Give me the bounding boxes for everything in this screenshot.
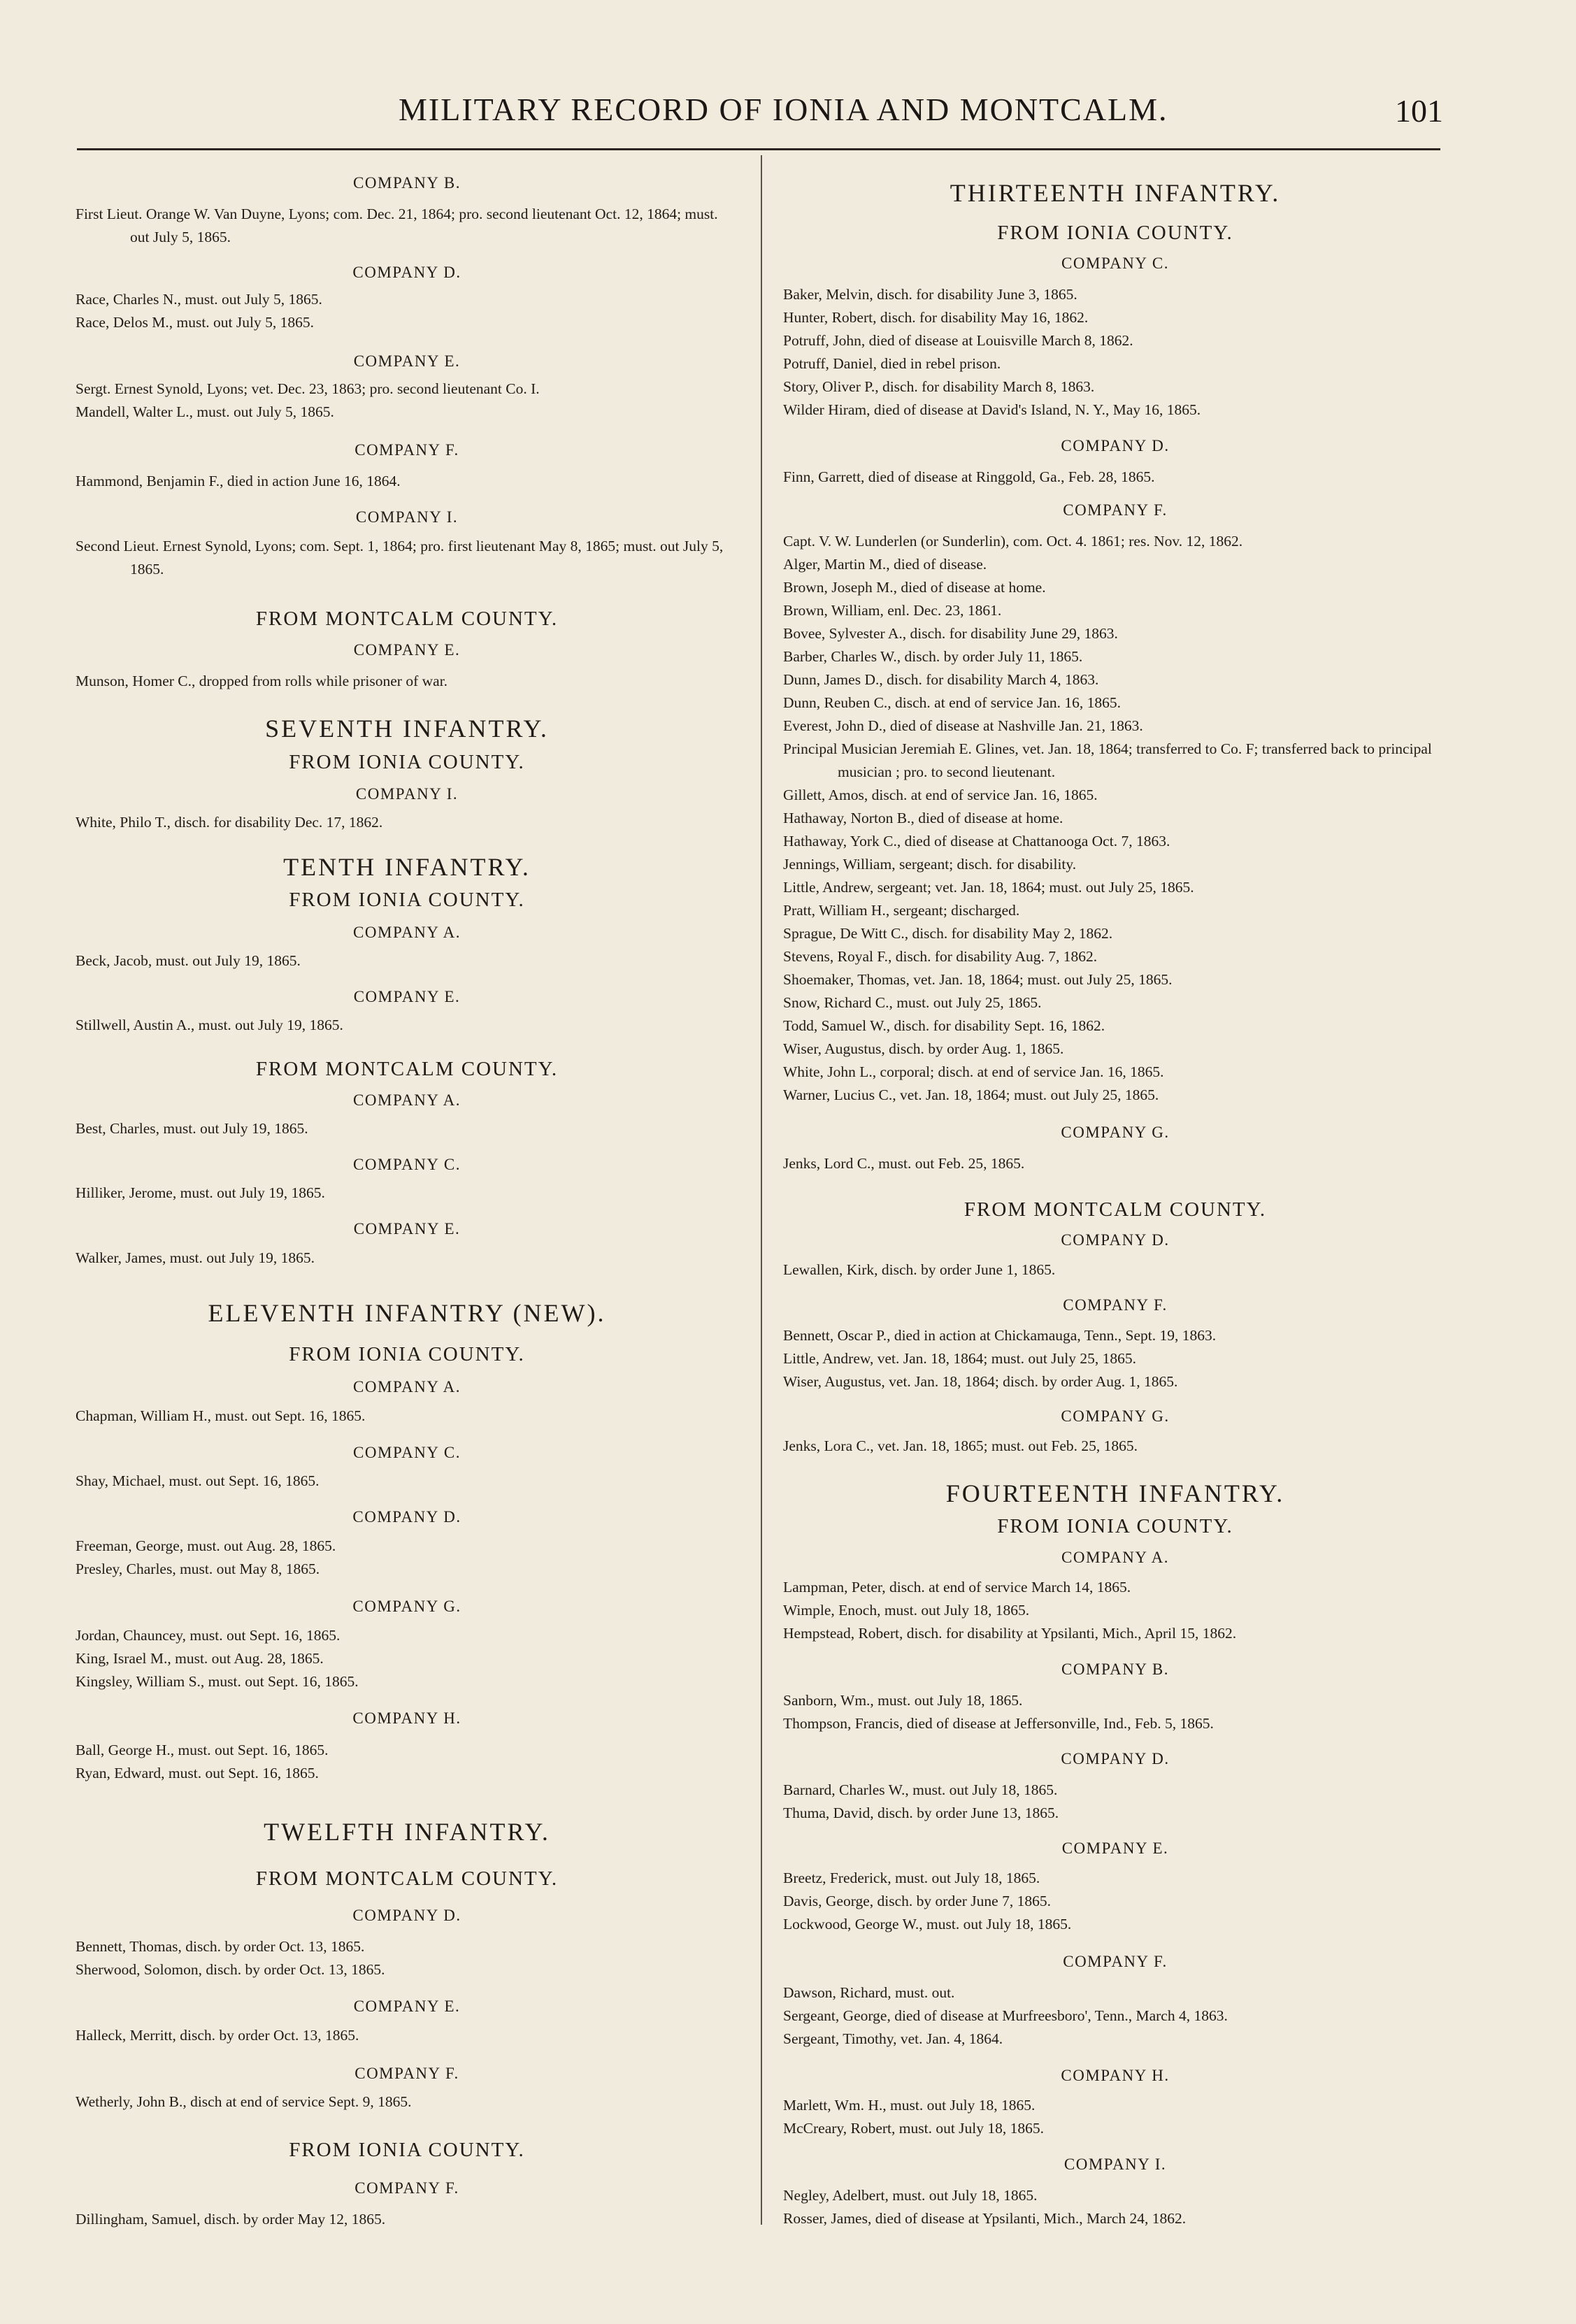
company-heading: COMPANY G.: [352, 1598, 461, 1615]
roster-entry: Wiser, Augustus, disch. by order Aug. 1, 1865.: [783, 1040, 1064, 1057]
roster-entry: Shay, Michael, must. out Sept. 16, 1865.: [76, 1472, 320, 1489]
roster-entry: Hunter, Robert, disch. for disability May 16, 1862.: [783, 309, 1089, 326]
roster-entry: Barnard, Charles W., must. out July 18, 1865.: [783, 1781, 1058, 1798]
roster-entry: Lockwood, George W., must. out July 18, 1865.: [783, 1916, 1072, 1932]
roster-entry: Breetz, Frederick, must. out July 18, 1865.: [783, 1870, 1040, 1886]
company-heading: COMPANY H.: [1061, 2067, 1170, 2084]
roster-entry: Dawson, Richard, must. out.: [783, 1984, 955, 2001]
company-heading: COMPANY F.: [354, 2179, 459, 2197]
county-heading: FROM IONIA COUNTY.: [289, 1343, 525, 1365]
roster-entry: Race, Charles N., must. out July 5, 1865.: [76, 291, 322, 308]
roster-entry: Jordan, Chauncey, must. out Sept. 16, 1865.: [76, 1627, 341, 1644]
roster-entry: Munson, Homer C., dropped from rolls while prisoner of war.: [76, 673, 448, 689]
roster-entry: Lewallen, Kirk, disch. by order June 1, 1865.: [783, 1261, 1056, 1278]
roster-entry: Principal Musician Jeremiah E. Glines, vet. Jan. 18, 1864; transferred to Co. F; transferred back to principal musician ; pro. to second lieutenant.: [783, 740, 1432, 780]
roster-entry: Presley, Charles, must. out May 8, 1865.: [76, 1561, 320, 1577]
county-heading: FROM MONTCALM COUNTY.: [963, 1198, 1267, 1221]
roster-entry: Lampman, Peter, disch. at end of service March 14, 1865.: [783, 1579, 1131, 1595]
company-heading: COMPANY I.: [355, 785, 459, 803]
roster-entry: Story, Oliver P., disch. for disability March 8, 1863.: [783, 378, 1095, 395]
regiment-heading: THIRTEENTH INFANTRY.: [950, 179, 1281, 207]
county-heading: FROM IONIA COUNTY.: [289, 889, 525, 911]
roster-entry: Hempstead, Robert, disch. for disability at Ypsilanti, Mich., April 15, 1862.: [783, 1625, 1237, 1642]
roster-entry: Negley, Adelbert, must. out July 18, 1865.: [783, 2187, 1038, 2204]
roster-entry: Sherwood, Solomon, disch. by order Oct. 13, 1865.: [76, 1961, 385, 1978]
roster-entry: Brown, Joseph M., died of disease at home.: [783, 579, 1046, 596]
company-heading: COMPANY A.: [353, 1378, 461, 1396]
roster-entry: Sergt. Ernest Synold, Lyons; vet. Dec. 23, 1863; pro. second lieutenant Co. I.: [76, 380, 540, 397]
company-heading: COMPANY G.: [1061, 1124, 1170, 1141]
roster-entry: Wimple, Enoch, must. out July 18, 1865.: [783, 1602, 1030, 1619]
company-heading: COMPANY H.: [352, 1709, 461, 1727]
county-heading: FROM MONTCALM COUNTY.: [255, 1867, 559, 1890]
company-heading: COMPANY F.: [1063, 501, 1168, 519]
roster-entry: Sergeant, George, died of disease at Murfreesboro', Tenn., March 4, 1863.: [783, 2007, 1228, 2024]
company-heading: COMPANY C.: [353, 1156, 461, 1173]
regiment-heading: FOURTEENTH INFANTRY.: [945, 1479, 1285, 1507]
regiment-heading: ELEVENTH INFANTRY (NEW).: [208, 1299, 606, 1327]
roster-entry: Best, Charles, must. out July 19, 1865.: [76, 1120, 308, 1137]
company-heading: COMPANY A.: [1061, 1549, 1169, 1566]
regiment-heading: TWELFTH INFANTRY.: [264, 1818, 550, 1846]
company-heading: COMPANY D.: [352, 1508, 461, 1526]
company-heading: COMPANY G.: [1061, 1407, 1170, 1425]
roster-entry: Sergeant, Timothy, vet. Jan. 4, 1864.: [783, 2030, 1003, 2047]
roster-entry: Little, Andrew, vet. Jan. 18, 1864; must. out July 25, 1865.: [783, 1350, 1137, 1367]
roster-entry: Stillwell, Austin A., must. out July 19, 1865.: [76, 1017, 343, 1033]
roster-entry: Hathaway, York C., died of disease at Chattanooga Oct. 7, 1863.: [783, 833, 1170, 849]
roster-entry: Finn, Garrett, died of disease at Ringgold, Ga., Feb. 28, 1865.: [783, 468, 1155, 485]
company-heading: COMPANY C.: [1061, 254, 1169, 272]
company-heading: COMPANY D.: [1061, 437, 1170, 454]
company-heading: COMPANY F.: [354, 2065, 459, 2082]
roster-entry: Kingsley, William S., must. out Sept. 16, 1865.: [76, 1673, 359, 1690]
roster-entry: Walker, James, must. out July 19, 1865.: [76, 1249, 315, 1266]
roster-entry: Bovee, Sylvester A., disch. for disability June 29, 1863.: [783, 625, 1118, 642]
roster-entry: Little, Andrew, sergeant; vet. Jan. 18, 1864; must. out July 25, 1865.: [783, 879, 1194, 896]
roster-entry: Brown, William, enl. Dec. 23, 1861.: [783, 602, 1002, 619]
roster-entry: Dillingham, Samuel, disch. by order May 12, 1865.: [76, 2211, 386, 2228]
column-divider: [761, 155, 762, 2225]
roster-entry: First Lieut. Orange W. Van Duyne, Lyons; com. Dec. 21, 1864; pro. second lieutenant Oct. 12, 1864; must. out July 5, 1865.: [76, 206, 718, 245]
county-heading: FROM MONTCALM COUNTY.: [255, 608, 559, 630]
company-heading: COMPANY A.: [353, 1091, 461, 1109]
company-heading: COMPANY F.: [1063, 1953, 1168, 1970]
roster-entry: Wiser, Augustus, vet. Jan. 18, 1864; disch. by order Aug. 1, 1865.: [783, 1373, 1178, 1390]
roster-entry: Jenks, Lord C., must. out Feb. 25, 1865.: [783, 1155, 1025, 1172]
roster-entry: Capt. V. W. Lunderlen (or Sunderlin), com. Oct. 4. 1861; res. Nov. 12, 1862.: [783, 533, 1243, 550]
company-heading: COMPANY D.: [352, 1907, 461, 1924]
roster-entry: Sanborn, Wm., must. out July 18, 1865.: [783, 1692, 1023, 1709]
running-title: MILITARY RECORD OF IONIA AND MONTCALM.: [399, 92, 1168, 127]
roster-entry: Chapman, William H., must. out Sept. 16, 1865.: [76, 1407, 366, 1424]
roster-entry: Beck, Jacob, must. out July 19, 1865.: [76, 952, 301, 969]
roster-entry: Gillett, Amos, disch. at end of service Jan. 16, 1865.: [783, 787, 1098, 803]
company-heading: COMPANY E.: [353, 988, 461, 1005]
roster-entry: Dunn, James D., disch. for disability March 4, 1863.: [783, 671, 1099, 688]
company-heading: COMPANY B.: [353, 174, 461, 192]
roster-entry: Ryan, Edward, must. out Sept. 16, 1865.: [76, 1765, 319, 1781]
roster-entry: White, John L., corporal; disch. at end of service Jan. 16, 1865.: [783, 1063, 1164, 1080]
roster-entry: Stevens, Royal F., disch. for disability Aug. 7, 1862.: [783, 948, 1098, 965]
roster-entry: Jenks, Lora C., vet. Jan. 18, 1865; must. out Feb. 25, 1865.: [783, 1437, 1138, 1454]
roster-entry: Baker, Melvin, disch. for disability June 3, 1865.: [783, 286, 1077, 303]
company-heading: COMPANY D.: [352, 264, 461, 281]
roster-entry: Bennett, Thomas, disch. by order Oct. 13, 1865.: [76, 1938, 365, 1955]
roster-entry: Jennings, William, sergeant; disch. for disability.: [783, 856, 1077, 873]
roster-entry: Alger, Martin M., died of disease.: [783, 556, 987, 573]
page-header: [0, 0, 1576, 154]
county-heading: FROM IONIA COUNTY.: [289, 751, 525, 773]
roster-entry: Barber, Charles W., disch. by order July 11, 1865.: [783, 648, 1083, 665]
roster-entry: Wetherly, John B., disch at end of service Sept. 9, 1865.: [76, 2093, 412, 2110]
roster-entry: Pratt, William H., sergeant; discharged.: [783, 902, 1020, 919]
roster-entry: Second Lieut. Ernest Synold, Lyons; com. Sept. 1, 1864; pro. first lieutenant May 8, 1865; must. out July 5, 1865.: [76, 538, 724, 578]
roster-entry: Marlett, Wm. H., must. out July 18, 1865.: [783, 2097, 1036, 2114]
page-number: 101: [1395, 93, 1443, 129]
roster-entry: Rosser, James, died of disease at Ypsilanti, Mich., March 24, 1862.: [783, 2210, 1187, 2227]
company-heading: COMPANY I.: [355, 508, 459, 526]
roster-entry: Dunn, Reuben C., disch. at end of service Jan. 16, 1865.: [783, 694, 1122, 711]
roster-entry: Thuma, David, disch. by order June 13, 1865.: [783, 1805, 1059, 1821]
roster-entry: Davis, George, disch. by order June 7, 1865.: [783, 1893, 1051, 1909]
county-heading: FROM IONIA COUNTY.: [997, 222, 1233, 244]
roster-entry: Shoemaker, Thomas, vet. Jan. 18, 1864; must. out July 25, 1865.: [783, 971, 1173, 988]
roster-entry: McCreary, Robert, must. out July 18, 1865.: [783, 2120, 1045, 2137]
company-heading: COMPANY D.: [1061, 1231, 1170, 1249]
company-heading: COMPANY A.: [353, 924, 461, 941]
roster-entry: Hilliker, Jerome, must. out July 19, 1865.: [76, 1184, 325, 1201]
company-heading: COMPANY B.: [1061, 1660, 1169, 1678]
regiment-heading: TENTH INFANTRY.: [283, 853, 531, 881]
county-heading: FROM IONIA COUNTY.: [289, 2139, 525, 2161]
roster-entry: King, Israel M., must. out Aug. 28, 1865.: [76, 1650, 324, 1667]
company-heading: COMPANY C.: [353, 1444, 461, 1461]
company-heading: COMPANY E.: [353, 1220, 461, 1238]
roster-entry: Potruff, John, died of disease at Louisville March 8, 1862.: [783, 332, 1133, 349]
company-heading: COMPANY E.: [1061, 1839, 1169, 1857]
regiment-heading: SEVENTH INFANTRY.: [265, 715, 549, 743]
roster-entry: Bennett, Oscar P., died in action at Chickamauga, Tenn., Sept. 19, 1863.: [783, 1327, 1217, 1344]
company-heading: COMPANY F.: [354, 441, 459, 459]
roster-entry: Hathaway, Norton B., died of disease at home.: [783, 810, 1063, 826]
company-heading: COMPANY F.: [1063, 1296, 1168, 1314]
roster-entry: Snow, Richard C., must. out July 25, 1865.: [783, 994, 1042, 1011]
roster-entry: Ball, George H., must. out Sept. 16, 1865.: [76, 1742, 329, 1758]
roster-entry: Everest, John D., died of disease at Nashville Jan. 21, 1863.: [783, 717, 1143, 734]
roster-entry: Potruff, Daniel, died in rebel prison.: [783, 355, 1001, 372]
company-heading: COMPANY E.: [353, 641, 461, 659]
roster-entry: Sprague, De Witt C., disch. for disability May 2, 1862.: [783, 925, 1113, 942]
company-heading: COMPANY I.: [1063, 2156, 1167, 2173]
roster-entry: Wilder Hiram, died of disease at David's Island, N. Y., May 16, 1865.: [783, 401, 1201, 418]
roster-entry: Hammond, Benjamin F., died in action June 16, 1864.: [76, 473, 401, 489]
company-heading: COMPANY E.: [353, 1997, 461, 2015]
roster-entry: Thompson, Francis, died of disease at Jeffersonville, Ind., Feb. 5, 1865.: [783, 1715, 1214, 1732]
roster-entry: Warner, Lucius C., vet. Jan. 18, 1864; must. out July 25, 1865.: [783, 1086, 1159, 1103]
company-heading: COMPANY D.: [1061, 1750, 1170, 1767]
header-rule: [77, 148, 1440, 150]
roster-entry: Race, Delos M., must. out July 5, 1865.: [76, 314, 314, 331]
roster-entry: Mandell, Walter L., must. out July 5, 1865.: [76, 403, 334, 420]
roster-entry: White, Philo T., disch. for disability Dec. 17, 1862.: [76, 814, 383, 831]
county-heading: FROM MONTCALM COUNTY.: [255, 1058, 559, 1080]
company-heading: COMPANY E.: [353, 352, 461, 370]
roster-entry: Freeman, George, must. out Aug. 28, 1865.: [76, 1537, 336, 1554]
roster-entry: Todd, Samuel W., disch. for disability Sept. 16, 1862.: [783, 1017, 1105, 1034]
roster-entry: Halleck, Merritt, disch. by order Oct. 13, 1865.: [76, 2027, 359, 2044]
county-heading: FROM IONIA COUNTY.: [997, 1515, 1233, 1537]
